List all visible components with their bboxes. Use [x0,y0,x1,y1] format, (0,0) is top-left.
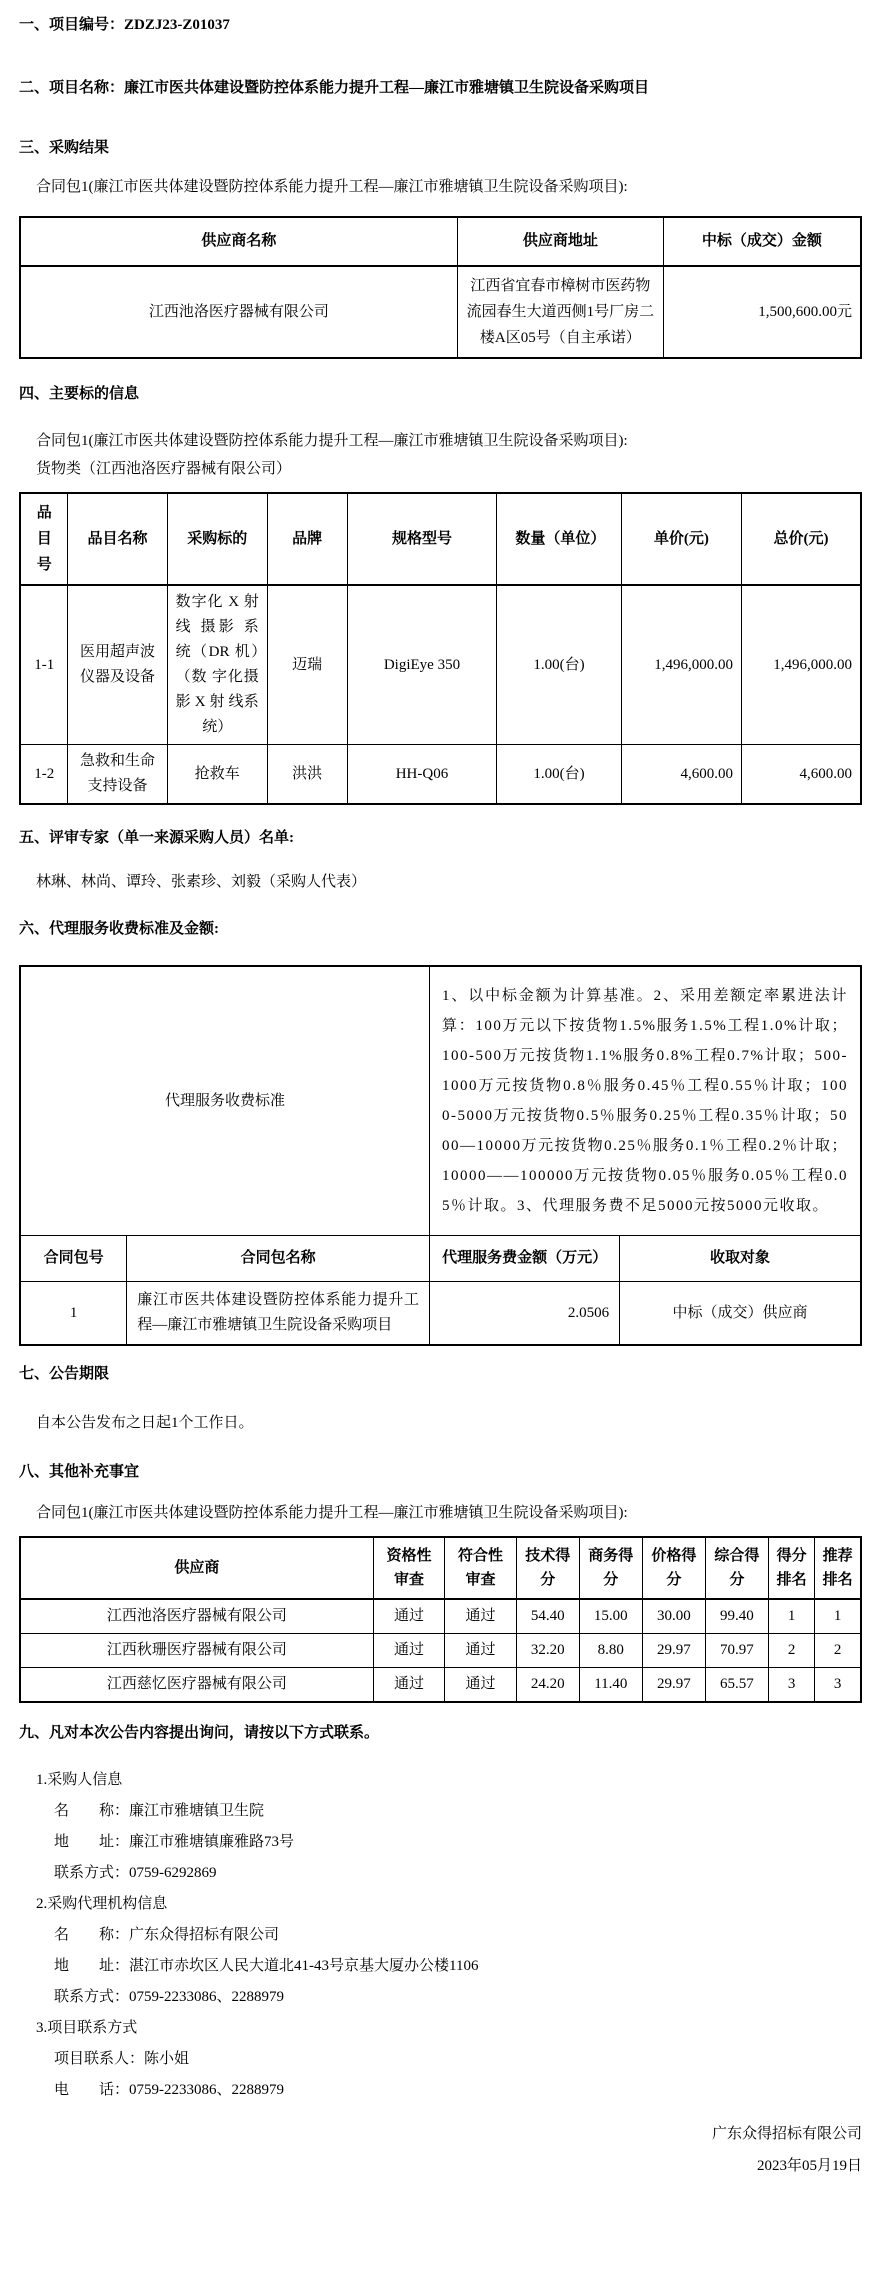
recommend-rank-cell: 3 [815,1668,861,1703]
agency-info-title: 2.采购代理机构信息 [36,1896,168,1912]
experts-list: 林琳、林尚、谭玲、张素珍、刘毅（采购人代表） [36,874,367,890]
technical-score-cell: 24.20 [516,1668,579,1703]
items-table-header-row [20,493,861,585]
purchaser-info-title: 1.采购人信息 [36,1772,123,1788]
score-rank-cell: 2 [768,1634,814,1668]
item-row-1-1 [20,585,861,745]
signature-block [19,2118,862,2182]
procurement-result-table [19,216,862,359]
score-table-header-row [20,1537,861,1599]
col-quantity: 数量（单位） [497,493,621,585]
technical-score-cell: 32.20 [516,1634,579,1668]
col-price-score: 价格得分 [642,1537,705,1599]
col-technical-score: 技术得分 [516,1537,579,1599]
col-supplier: 供应商 [20,1537,373,1599]
supplier-cell: 江西慈忆医疗器械有限公司 [20,1668,373,1703]
brand-cell: 迈瑞 [267,585,347,745]
item-row-1-2 [20,745,861,805]
fee-payer-cell: 中标（成交）供应商 [620,1282,861,1346]
supplier-name-cell: 江西池洛医疗器械有限公司 [20,266,457,358]
col-supplier-address: 供应商地址 [457,217,663,266]
score-rank-cell: 1 [768,1599,814,1634]
conformity-cell: 通过 [445,1668,516,1703]
total-price-cell: 4,600.00 [742,745,861,805]
col-item-no: 品目号 [20,493,68,585]
contract-package-note-scores: 合同包1(廉江市医共体建设暨防控体系能力提升工程—廉江市雅塘镇卫生院设备采购项目): [36,1505,628,1521]
col-procurement-subject: 采购标的 [167,493,267,585]
brand-cell: 洪洪 [267,745,347,805]
col-award-amount: 中标（成交）金额 [663,217,861,266]
section-4-heading: 四、主要标的信息 [19,386,140,402]
purchaser-name: 名 称：廉江市雅塘镇卫生院 [54,1803,265,1819]
procurement-subject-cell: 数字化 X 射线 摄影 系 统（DR 机）（数 字化摄 影 X 射 线系 统） [167,585,267,745]
item-name-cell: 急救和生命支持设备 [68,745,167,805]
project-contact-person: 项目联系人：陈小姐 [54,2051,190,2067]
section-3-heading: 三、采购结果 [19,140,110,156]
agency-address: 地 址：湛江市赤坎区人民大道北41-43号京基大厦办公楼1106 [54,1958,479,1974]
item-no-cell: 1-1 [20,585,68,745]
contract-package-note-result: 合同包1(廉江市医共体建设暨防控体系能力提升工程—廉江市雅塘镇卫生院设备采购项目): [36,179,628,195]
project-contact-title: 3.项目联系方式 [36,2020,138,2036]
result-table-header-row [20,217,861,266]
award-amount-cell: 1,500,600.00元 [663,266,861,358]
contract-package-no-cell: 1 [20,1282,127,1346]
section-5-heading: 五、评审专家（单一来源采购人员）名单: [19,830,294,846]
score-rank-cell: 3 [768,1668,814,1703]
recommend-rank-cell: 2 [815,1634,861,1668]
total-price-cell: 1,496,000.00 [742,585,861,745]
notice-period-text: 自本公告发布之日起1个工作日。 [36,1415,254,1431]
supplier-score-table [19,1536,862,1703]
section-8-heading: 八、其他补充事宜 [19,1464,140,1480]
col-fee-payer: 收取对象 [620,1236,861,1282]
overall-score-cell: 99.40 [705,1599,768,1634]
col-supplier-name: 供应商名称 [20,217,457,266]
fee-table-header-row [20,1236,861,1282]
col-business-score: 商务得分 [579,1537,642,1599]
goods-class-note: 货物类（江西池洛医疗器械有限公司） [36,461,292,477]
supplier-address-cell: 江西省宜春市樟树市医药物流园春生大道西侧1号厂房二楼A区05号（自主承诺） [457,266,663,358]
business-score-cell: 8.80 [579,1634,642,1668]
col-contract-package-name: 合同包名称 [127,1236,430,1282]
bid-items-table [19,492,862,805]
col-overall-score: 综合得分 [705,1537,768,1599]
col-brand: 品牌 [267,493,347,585]
agency-phone: 联系方式：0759-2233086、2288979 [54,1989,284,2005]
contract-package-name-cell: 廉江市医共体建设暨防控体系能力提升工程—廉江市雅塘镇卫生院设备采购项目 [127,1282,430,1346]
overall-score-cell: 65.57 [705,1668,768,1703]
agency-name: 名 称：广东众得招标有限公司 [54,1927,280,1943]
supplier-cell: 江西秋珊医疗器械有限公司 [20,1634,373,1668]
item-name-cell: 医用超声波仪器及设备 [68,585,167,745]
purchaser-address: 地 址：廉江市雅塘镇廉雅路73号 [54,1834,295,1850]
section-1-heading: 一、项目编号：ZDZJ23-Z01037 [19,17,230,33]
model-cell: DigiEye 350 [347,585,497,745]
conformity-cell: 通过 [445,1634,516,1668]
technical-score-cell: 54.40 [516,1599,579,1634]
project-contact-phone: 电 话：0759-2233086、2288979 [54,2082,284,2098]
supplier-cell: 江西池洛医疗器械有限公司 [20,1599,373,1634]
fee-standard-row [20,966,861,1236]
col-unit-price: 单价(元) [621,493,741,585]
price-score-cell: 30.00 [642,1599,705,1634]
conformity-cell: 通过 [445,1599,516,1634]
contract-package-note-items: 合同包1(廉江市医共体建设暨防控体系能力提升工程—廉江市雅塘镇卫生院设备采购项目): [36,433,628,449]
score-row-2 [20,1634,861,1668]
price-score-cell: 29.97 [642,1634,705,1668]
business-score-cell: 11.40 [579,1668,642,1703]
score-row-3 [20,1668,861,1703]
col-model: 规格型号 [347,493,497,585]
unit-price-cell: 1,496,000.00 [621,585,741,745]
recommend-rank-cell: 1 [815,1599,861,1634]
section-9-heading: 九、凡对本次公告内容提出询问，请按以下方式联系。 [19,1725,380,1741]
fee-standard-label: 代理服务收费标准 [20,966,430,1236]
model-cell: HH-Q06 [347,745,497,805]
section-6-heading: 六、代理服务收费标准及金额: [19,921,219,937]
overall-score-cell: 70.97 [705,1634,768,1668]
result-table-row [20,266,861,358]
purchaser-phone: 联系方式：0759-6292869 [54,1865,217,1881]
qualification-cell: 通过 [373,1599,444,1634]
signature-company: 广东众得招标有限公司 [711,2126,862,2142]
business-score-cell: 15.00 [579,1599,642,1634]
col-score-rank: 得分排名 [768,1537,814,1599]
agency-fee-amount-cell: 2.0506 [430,1282,620,1346]
agency-fee-table [19,965,862,1346]
fee-standard-text: 1、以中标金额为计算基准。2、采用差额定率累进法计算：100万元以下按货物1.5%服务1.5%工程1.0%计取；100-500万元按货物1.1%服务0.8%工程0.7%计取；500-1000万元按货物0.8％服务0.45％工程0.55％计取；1000-5000万元按货物0.5％服务0.25％工程0.35％计取；5000—10000万元按货物0.25％服务0.1％工程0.2％计取；10000——100000万元按货物0.05％服务0.05％工程0.05％计取。3、代理服务费不足5000元按5000元收取。 [430,966,861,1236]
item-no-cell: 1-2 [20,745,68,805]
quantity-cell: 1.00(台) [497,745,621,805]
contact-info-block [19,1765,862,2106]
col-total-price: 总价(元) [742,493,861,585]
score-row-1 [20,1599,861,1634]
section-7-heading: 七、公告期限 [19,1366,110,1382]
procurement-subject-cell: 抢救车 [167,745,267,805]
fee-table-row [20,1282,861,1346]
col-conformity-review: 符合性审查 [445,1537,516,1599]
price-score-cell: 29.97 [642,1668,705,1703]
col-qualification-review: 资格性审查 [373,1537,444,1599]
col-contract-package-no: 合同包号 [20,1236,127,1282]
qualification-cell: 通过 [373,1668,444,1703]
signature-date: 2023年05月19日 [756,2158,862,2174]
unit-price-cell: 4,600.00 [621,745,741,805]
col-item-name: 品目名称 [68,493,167,585]
col-recommend-rank: 推荐排名 [815,1537,861,1599]
section-2-heading: 二、项目名称：廉江市医共体建设暨防控体系能力提升工程—廉江市雅塘镇卫生院设备采购项目 [19,80,650,96]
qualification-cell: 通过 [373,1634,444,1668]
col-agency-fee-amount: 代理服务费金额（万元） [430,1236,620,1282]
quantity-cell: 1.00(台) [497,585,621,745]
